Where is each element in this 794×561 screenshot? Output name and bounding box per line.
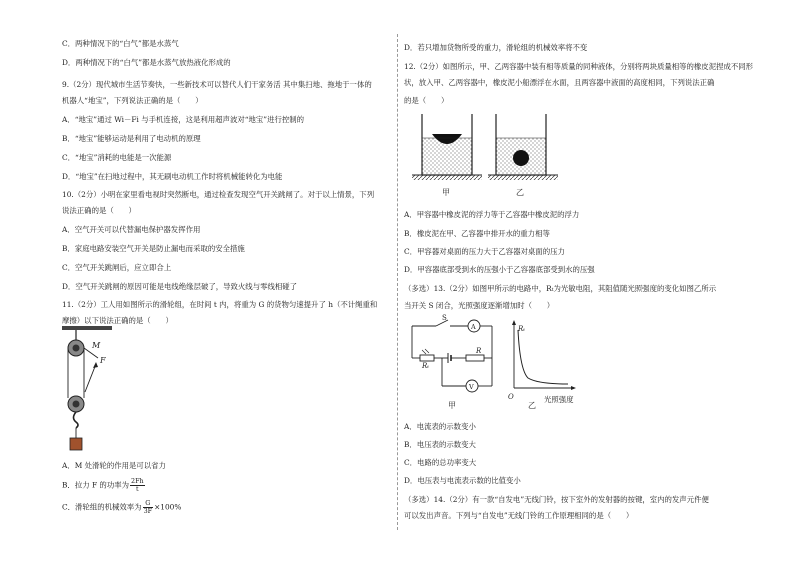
q9-option-c: C．“地宝”消耗的电能是一次能源 [62, 153, 172, 162]
pulley-label-m: M [92, 341, 101, 350]
circuit-label-r: R [476, 347, 482, 355]
cargo-box [70, 438, 82, 450]
q11-option-c [62, 500, 181, 515]
q13-stem-line1: （多选）13.（2分）如图甲所示的电路中，Rₜ为光敏电阻，其阻值随光照强度的变化如图乙所示 [404, 284, 717, 293]
efficiency-fraction [143, 500, 154, 515]
circuit-figure [406, 316, 498, 400]
q8-option-d: D．两种情况下的“白气”都是水蒸气放热液化形成的 [62, 58, 231, 67]
circuit-label-jia: 甲 [448, 401, 456, 410]
force-label-f: F [100, 356, 106, 365]
q12-option-b: B．橡皮泥在甲、乙容器中排开水的重力相等 [404, 229, 550, 238]
power-fraction [130, 478, 145, 493]
q13-option-b: B．电压表的示数变大 [404, 440, 476, 449]
circuit-label-s: S [442, 314, 447, 322]
q10-stem-line2: 说法正确的是（ ） [62, 206, 136, 215]
q11-option-b [62, 478, 146, 493]
q11-option-b-text: B．拉力 F 的功率为 [62, 480, 129, 490]
resistance-curve [518, 330, 568, 384]
q14-stem-line2: 可以发出声音。下列与“自发电”无线门铃的工作原理相同的是（ ） [404, 511, 634, 520]
fig12-label-yi: 乙 [516, 188, 524, 197]
efficiency-percent: ×100% [154, 502, 182, 512]
q10-option-c: C．空气开关跳闸后，应立即合上 [62, 263, 172, 272]
containers-figure [412, 110, 562, 186]
q9-option-b: B．“地宝”能够运动是利用了电动机的原理 [62, 134, 201, 143]
q13-stem-line2: 当开关 S 闭合，光照强度逐渐增加时（ ） [404, 301, 555, 310]
pull-force-arrow [85, 364, 96, 392]
q11-stem-line2: 摩擦）以下说法正确的是（ ） [62, 316, 173, 325]
resistance-graph [504, 320, 576, 392]
q8-option-c: C．两种情况下的“白气”都是水蒸气 [62, 39, 179, 48]
q12-stem-line3: 的是（ ） [404, 96, 449, 105]
graph-label-yi: 乙 [528, 401, 536, 410]
resistor-r-icon [466, 355, 484, 361]
q10-stem-line1: 10.（2分）小明在家里看电视时突然断电，通过检查发现空气开关跳闸了。对于以上情景，下列 [62, 190, 375, 199]
graph-label-rt: Rₜ [518, 325, 525, 333]
q11-stem-line1: 11.（2分）工人用如图所示的滑轮组，在时间 t 内，将重为 G 的货物匀速提升了 h（不计绳重和 [62, 300, 378, 309]
efficiency-numerator: G [143, 500, 154, 508]
hook-icon [74, 412, 79, 428]
clay-ball [513, 150, 529, 166]
q12-stem-line2: 状，放入甲、乙两容器中，橡皮泥小船漂浮在水面，且两容器中液面的高度相同，下列说法正确 [404, 78, 715, 87]
efficiency-denominator: 3F [143, 507, 153, 515]
q10-option-d: D．空气开关跳闸的原因可能是电线绝缘层破了，导致火线与零线相碰了 [62, 282, 298, 291]
q9-option-d: D．“地宝”在扫地过程中，其无刷电动机工作时将机械能转化为电能 [62, 172, 283, 181]
q11-option-c-text: C．滑轮组的机械效率为 [62, 502, 142, 512]
q9-stem-line2: 机器人“地宝”，下列说法正确的是（ ） [62, 96, 203, 105]
q13-option-a: A．电流表的示数变小 [404, 422, 476, 431]
power-denominator: t [136, 485, 139, 493]
q12-option-d: D．甲容器底部受到水的压强小于乙容器底部受到水的压强 [404, 265, 595, 274]
q13-option-c: C．电路的总功率变大 [404, 458, 477, 467]
fig12-label-jia: 甲 [442, 188, 450, 197]
circuit-label-rt: Rₜ [422, 362, 429, 370]
ceiling-beam [62, 326, 112, 330]
q9-option-a: A．“地宝”通过 Wi－Fi 与手机连接，这是利用超声波对“地宝”进行控制的 [62, 115, 305, 124]
q11-option-a: A．M 处滑轮的作用是可以省力 [62, 461, 166, 470]
power-numerator: 2Fh [131, 477, 144, 485]
q14-stem-line1: （多选）14.（2分）有一款“自发电”无线门铃，按下室外的发射器的按键，室内的发声元件便 [404, 495, 709, 504]
q10-option-a: A．空气开关可以代替漏电保护器发挥作用 [62, 225, 201, 234]
q12-option-c: C．甲容器对桌面的压力大于乙容器对桌面的压力 [404, 247, 565, 256]
q13-option-d: D．电压表与电流表示数的比值变小 [404, 476, 521, 485]
q9-stem-line1: 9.（2分）现代城市生活节奏快，一些新技术可以替代人们干家务活 其中集扫地、拖地于一体的 [62, 80, 372, 89]
q11-option-d: D．若只增加货物所受的重力，滑轮组的机械效率将不变 [404, 43, 588, 52]
column-divider [397, 34, 398, 530]
circuit-label-v: V [469, 383, 474, 391]
circuit-label-a: A [471, 323, 476, 331]
q10-option-b: B．家庭电路安装空气开关是防止漏电而采取的安全措施 [62, 244, 245, 253]
graph-label-origin: O [508, 393, 514, 401]
q12-stem-line1: 12.（2分）如图所示，甲、乙两容器中装有相等质量的同种液体，分别将两块质量相等的橡皮泥捏成不同形 [404, 62, 754, 71]
graph-x-label: 光照强度 [544, 395, 574, 404]
q12-option-a: A．甲容器中橡皮泥的浮力等于乙容器中橡皮泥的浮力 [404, 210, 580, 219]
